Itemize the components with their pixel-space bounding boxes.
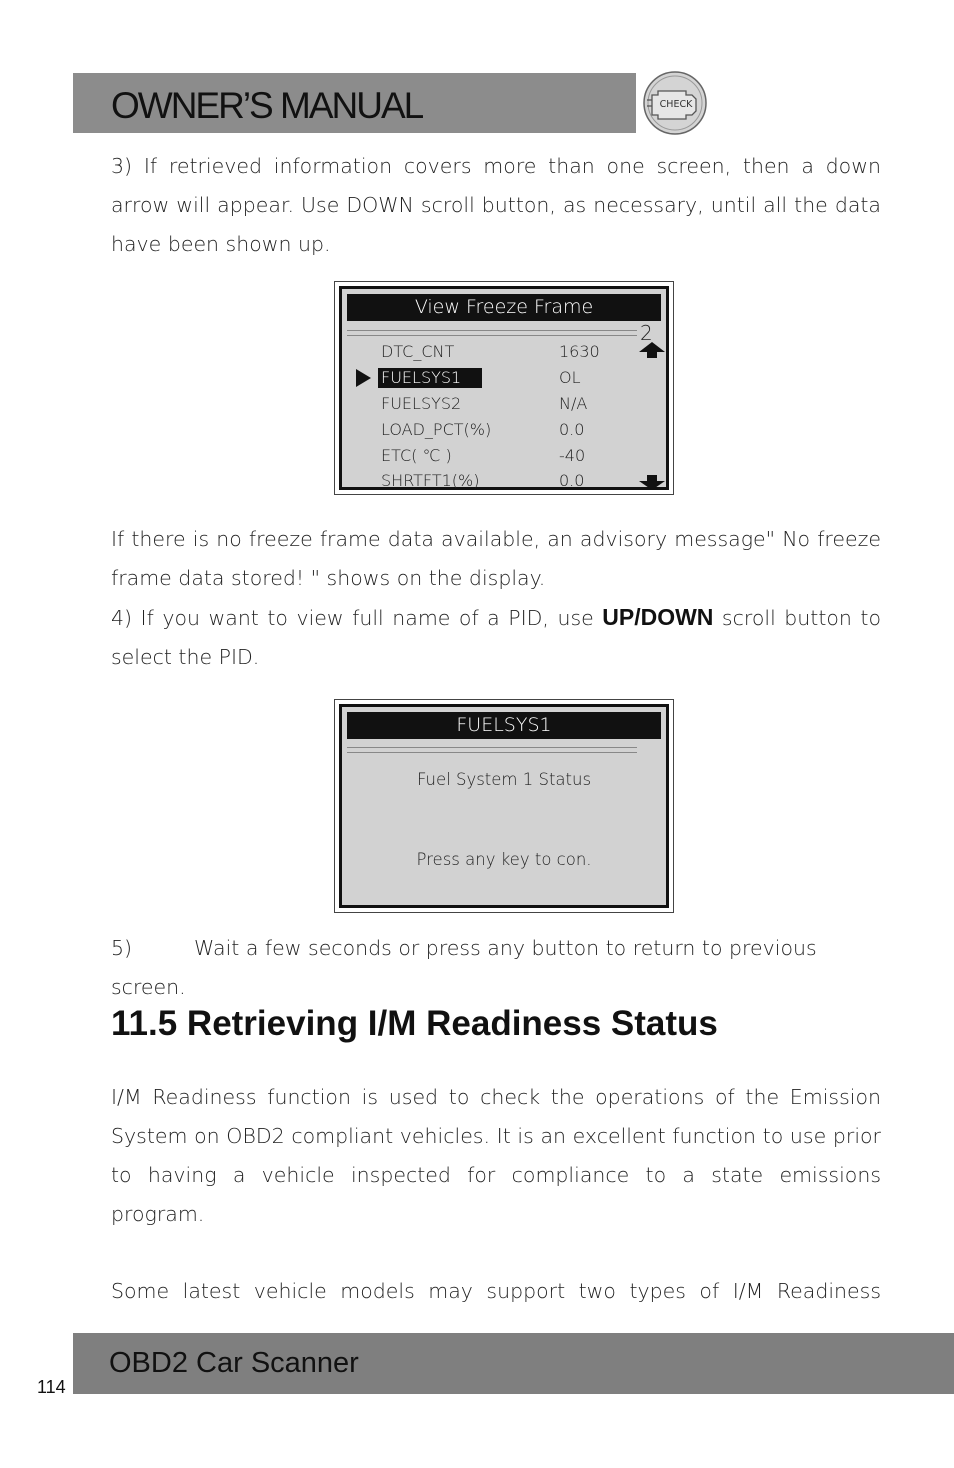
page-number: 114 — [37, 1377, 66, 1397]
screen-display — [339, 704, 669, 908]
pid-value: -40 — [559, 446, 586, 465]
pid-value: N/A — [559, 394, 588, 413]
screen-title: FUELSYS1 — [347, 712, 661, 739]
pid-value: 1630 — [559, 342, 600, 361]
im-readiness-paragraph: I/M Readiness function is used to check the operations of the Emission System on OBD2 compliant vehicles. It is an excellent function to use prior to having a vehicle inspected for compliance to a state emissions program. — [111, 1085, 881, 1226]
pid-label: ETC( ℃ ) — [381, 446, 452, 465]
freeze-frame-row[interactable] — [342, 417, 666, 443]
pid-label: FUELSYS2 — [381, 394, 462, 413]
page-indicator: 2 — [640, 321, 653, 345]
freeze-frame-row[interactable] — [342, 365, 666, 391]
check-engine-icon — [642, 70, 708, 136]
pid-value: 0.0 — [559, 471, 585, 490]
freeze-frame-row[interactable] — [342, 468, 666, 494]
pid-value: 0.0 — [559, 420, 585, 439]
pid-label: FUELSYS1 — [378, 368, 482, 388]
no-data-note: If there is no freeze frame data available, an advisory message" No freeze frame data stored! " shows on the display. — [111, 527, 881, 590]
separator-line — [347, 330, 637, 336]
pid-label: DTC_CNT — [381, 342, 455, 361]
cursor-triangle-icon — [356, 369, 371, 387]
freeze-frame-row[interactable] — [342, 339, 666, 365]
step-5-number: 5) — [111, 936, 133, 960]
separator-line — [347, 747, 637, 753]
continue-prompt: Press any key to con. — [416, 850, 592, 869]
svg-text:CHECK: CHECK — [659, 99, 693, 110]
step-4-prefix: 4) If you want to view full name of a PID, use — [111, 606, 603, 630]
pid-label: SHRTFT1(%) — [381, 471, 480, 490]
step-4-text — [111, 598, 881, 677]
step-4-suffix: scroll button to select the PID. — [111, 606, 881, 669]
freeze-frame-row[interactable] — [342, 391, 666, 417]
freeze-frame-screen — [334, 281, 674, 495]
pid-value: OL — [559, 368, 581, 387]
screen-title: View Freeze Frame — [347, 294, 661, 321]
pid-full-name: Fuel System 1 Status — [416, 770, 592, 789]
page-header-title: OWNER’S MANUAL — [111, 85, 423, 126]
up-down-label: UP/DOWN — [602, 604, 714, 630]
down-arrow-icon — [639, 475, 665, 490]
freeze-frame-row[interactable] — [342, 443, 666, 469]
screen-display — [339, 286, 669, 490]
pid-label: LOAD_PCT(%) — [381, 420, 492, 439]
step-5-body: Wait a few seconds or press any button to return to previous screen. — [111, 936, 817, 999]
pid-detail-screen — [334, 699, 674, 913]
im-readiness-paragraph-2: Some latest vehicle models may support two types of I/M Readiness — [111, 1279, 881, 1303]
footer-title: OBD2 Car Scanner — [109, 1347, 359, 1379]
step-5-text — [111, 929, 881, 1007]
step-3-text: 3) If retrieved information covers more than one screen, then a down arrow will appear. Use DOWN scroll button, as necessary, until all the data have been shown up. — [111, 154, 881, 256]
section-heading: 11.5 Retrieving I/M Readiness Status — [111, 1004, 718, 1043]
